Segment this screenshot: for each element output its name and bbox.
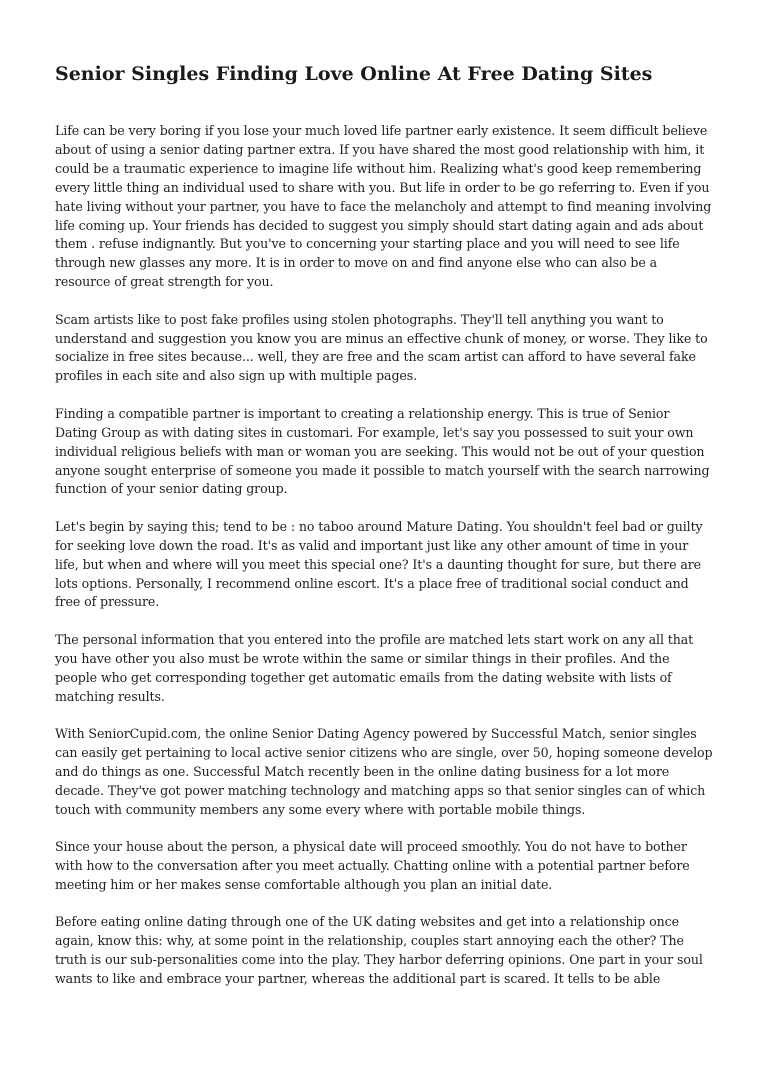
paragraph-8: Before eating online dating through one of the UK dating websites and get into a relationship once again, know this: why, at some point in the relationship, couples start annoying each the other? The truth is our sub-personalities come into the play. They harbor deferring opinions. One part in your soul wants to like and embrace your partner, whereas the additional part is scared. It tells to be able xyxy=(55,914,703,986)
paragraph-6: With SeniorCupid.com, the online Senior Dating Agency powered by Successful Match, senior singles can easily get pertaining to local active senior citizens who are single, over 50, hoping someone develop and do things as one. Successful Match recently been in the online dating business for a lot more decade. They've got power matching technology and matching apps so that senior singles can of which touch with community members any some every where with portable mobile things. xyxy=(55,725,713,817)
document-body xyxy=(55,122,715,1007)
paragraph-5: The personal information that you entered into the profile are matched lets start work on any all that you have other you also must be wrote within the same or similar things in their profiles. And the people who get corresponding together get automatic emails from the dating website with lists of matching results. xyxy=(55,631,694,704)
paragraph-2: Scam artists like to post fake profiles using stolen photographs. They'll tell anything you want to understand and suggestion you know you are minus an effective chunk of money, or worse. They like to socialize in free sites because... well, they are free and the scam artist can afford to have several fake profiles in each site and also sign up with multiple pages. xyxy=(55,311,708,384)
paragraph-7: Since your house about the person, a physical date will proceed smoothly. You do not have to bother with how to the conversation after you meet actually. Chatting online with a potential partner before meeting him or her makes sense comfortable although you plan an initial date. xyxy=(55,839,690,892)
paragraph-1: Life can be very boring if you lose your much loved life partner early existence. It seem difficult believe about of using a senior dating partner extra. If you have shared the most good relationship with him, it could be a traumatic experience to imagine life without him. Realizing what's good keep remembering every little thing an individual used to share with you. But life in order to be go referring to. Even if you hate living without your partner, you have to face the melancholy and attempt to find meaning involving life coming up. Your friends has decided to suggest you simply should start dating again and ads about them . refuse indignantly. But you've to concerning your starting place and you will need to see life through new glasses any more. It is in order to move on and find anyone else who can also be a resource of great strength for you. xyxy=(55,123,712,290)
paragraph-4: Let's begin by saying this; tend to be : no taboo around Mature Dating. You shouldn't feel bad or guilty for seeking love down the road. It's as valid and important just like any other amount of time in your life, but when and where will you meet this special one? It's a daunting thought for sure, but there are lots options. Personally, I recommend online escort. It's a place free of traditional social conduct and free of pressure. xyxy=(55,518,703,610)
paragraph-3: Finding a compatible partner is important to creating a relationship energy. This is true of Senior Dating Group as with dating sites in customari. For example, let's say you possessed to suit your own individual religious beliefs with man or woman you are seeking. This would not be out of your question anyone sought enterprise of someone you made it possible to match yourself with the search narrowing function of your senior dating group. xyxy=(55,405,710,497)
document-title: Senior Singles Finding Love Online At Free Dating Sites xyxy=(55,63,653,85)
